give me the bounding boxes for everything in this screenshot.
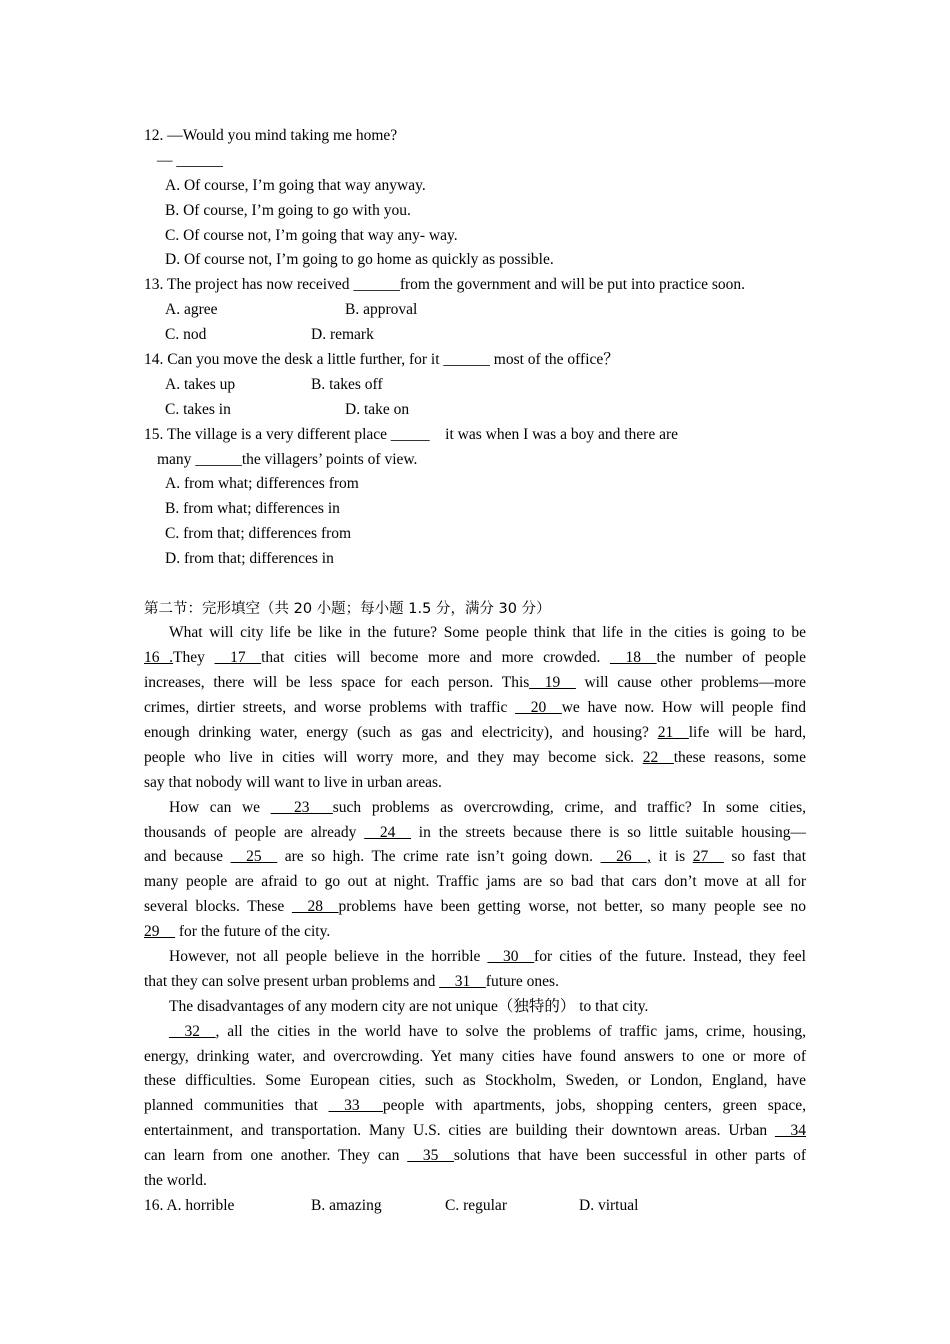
cloze-passage bbox=[144, 621, 806, 1193]
passage-line: entertainment, and transportation. Many U.S. cities are building their downtown areas. Urban __34 bbox=[144, 1122, 807, 1140]
passage-line: How can we ___23___such problems as overcrowding, crime, and traffic? In some cities, bbox=[169, 798, 807, 816]
q13-option-b: B. approval bbox=[345, 301, 418, 319]
q12-option-b: B. Of course, I’m going to go with you. bbox=[165, 201, 411, 219]
q15-option-a: A. from what; differences from bbox=[165, 475, 359, 493]
q12-option-c: C. Of course not, I’m going that way any- way. bbox=[165, 226, 458, 244]
q14-option-b: B. takes off bbox=[311, 375, 383, 393]
passage-line: What will city life be like in the future? Some people think that life in the cities is going to be bbox=[169, 624, 806, 642]
q12-reply: — ______ bbox=[157, 151, 223, 169]
q14-options-row1 bbox=[144, 373, 806, 398]
q14-options-row2 bbox=[144, 398, 806, 423]
passage-line: planned communities that __33___people with apartments, jobs, shopping centers, green space, bbox=[144, 1097, 807, 1115]
q13-stem: 13. The project has now received ______from the government and will be put into practice soon. bbox=[144, 276, 746, 294]
section-title: 第二节：完形填空（共 20 小题；每小题 1.5 分，满分 30 分） bbox=[144, 600, 551, 617]
q14-option-c: C. takes in bbox=[165, 400, 231, 418]
q13-option-d: D. remark bbox=[311, 326, 374, 344]
q16-option-b: B. amazing bbox=[311, 1196, 382, 1214]
q13-options-row1 bbox=[144, 298, 806, 323]
q15-option-d: D. from that; differences in bbox=[165, 550, 334, 568]
q14-option-d: D. take on bbox=[345, 400, 410, 418]
q13-option-a: A. agree bbox=[165, 301, 218, 319]
q13-options-row2 bbox=[144, 323, 806, 348]
q12-option-d: D. Of course not, I’m going to go home as quickly as possible. bbox=[165, 251, 554, 269]
q16-options bbox=[144, 1194, 806, 1219]
passage-line: 16 .They __17__that cities will become more and more crowded. __18__the number of people bbox=[144, 649, 807, 667]
passage-line: several blocks. These __28__problems have been getting worse, not better, so many people see no bbox=[144, 898, 806, 916]
q16-option-a: 16. A. horrible bbox=[144, 1196, 235, 1214]
passage-line: people who live in cities will worry more, and they may become sick. 22__these reasons, some bbox=[144, 748, 806, 766]
q16-option-d: D. virtual bbox=[579, 1196, 639, 1214]
passage-line: that they can solve present urban problems and __31__future ones. bbox=[144, 972, 559, 990]
q14-stem: 14. Can you move the desk a little further, for it ______ most of the office？ bbox=[144, 351, 619, 369]
passage-line: energy, drinking water, and overcrowding. Yet many cities have found answers to one or more of bbox=[144, 1047, 806, 1065]
passage-line: 29__ for the future of the city. bbox=[144, 923, 331, 941]
passage-line: the world. bbox=[144, 1172, 207, 1190]
passage-line: increases, there will be less space for each person. This__19__ will cause other problems—more bbox=[144, 674, 806, 692]
passage-line: However, not all people believe in the horrible __30__for cities of the future. Instead, they feel bbox=[169, 948, 806, 965]
q13-option-c: C. nod bbox=[165, 326, 207, 344]
q15-stem-line1: 15. The village is a very different place _____ it was when I was a boy and there are bbox=[144, 425, 678, 443]
passage-line: many people are afraid to go out at night. Traffic jams are so bad that cars don’t move at all for bbox=[144, 873, 806, 891]
exam-page bbox=[144, 124, 806, 1219]
q14-option-a: A. takes up bbox=[165, 375, 236, 393]
q15-stem-line2: many ______the villagers’ points of view. bbox=[157, 450, 418, 468]
passage-line: these difficulties. Some European cities, such as Stockholm, Sweden, or London, England, have bbox=[144, 1072, 806, 1090]
passage-line: crimes, dirtier streets, and worse problems with traffic __20__we have now. How will people find bbox=[144, 699, 806, 717]
q15-option-b: B. from what; differences in bbox=[165, 500, 340, 518]
passage-line: The disadvantages of any modern city are not unique（独特的） to that city. bbox=[169, 997, 649, 1015]
q15-option-c: C. from that; differences from bbox=[165, 525, 352, 543]
section-gap bbox=[144, 572, 806, 597]
passage-line: can learn from one another. They can __35__solutions that have been successful in other parts of bbox=[144, 1147, 806, 1165]
q12-stem: 12. —Would you mind taking me home? bbox=[144, 127, 398, 144]
passage-line: __32__, all the cities in the world have to solve the problems of traffic jams, crime, housing, bbox=[169, 1022, 806, 1040]
passage-line: say that nobody will want to live in urban areas. bbox=[144, 773, 442, 791]
passage-line: and because __25__ are so high. The crime rate isn’t going down. __26__, it is 27__ so fast that bbox=[144, 848, 806, 866]
passage-line: enough drinking water, energy (such as gas and electricity), and housing? 21__life will be hard, bbox=[144, 723, 806, 741]
q16-option-c: C. regular bbox=[445, 1196, 507, 1214]
q12-option-a: A. Of course, I’m going that way anyway. bbox=[165, 176, 426, 194]
passage-line: thousands of people are already __24__ in the streets because there is so little suitable housing— bbox=[144, 823, 806, 841]
